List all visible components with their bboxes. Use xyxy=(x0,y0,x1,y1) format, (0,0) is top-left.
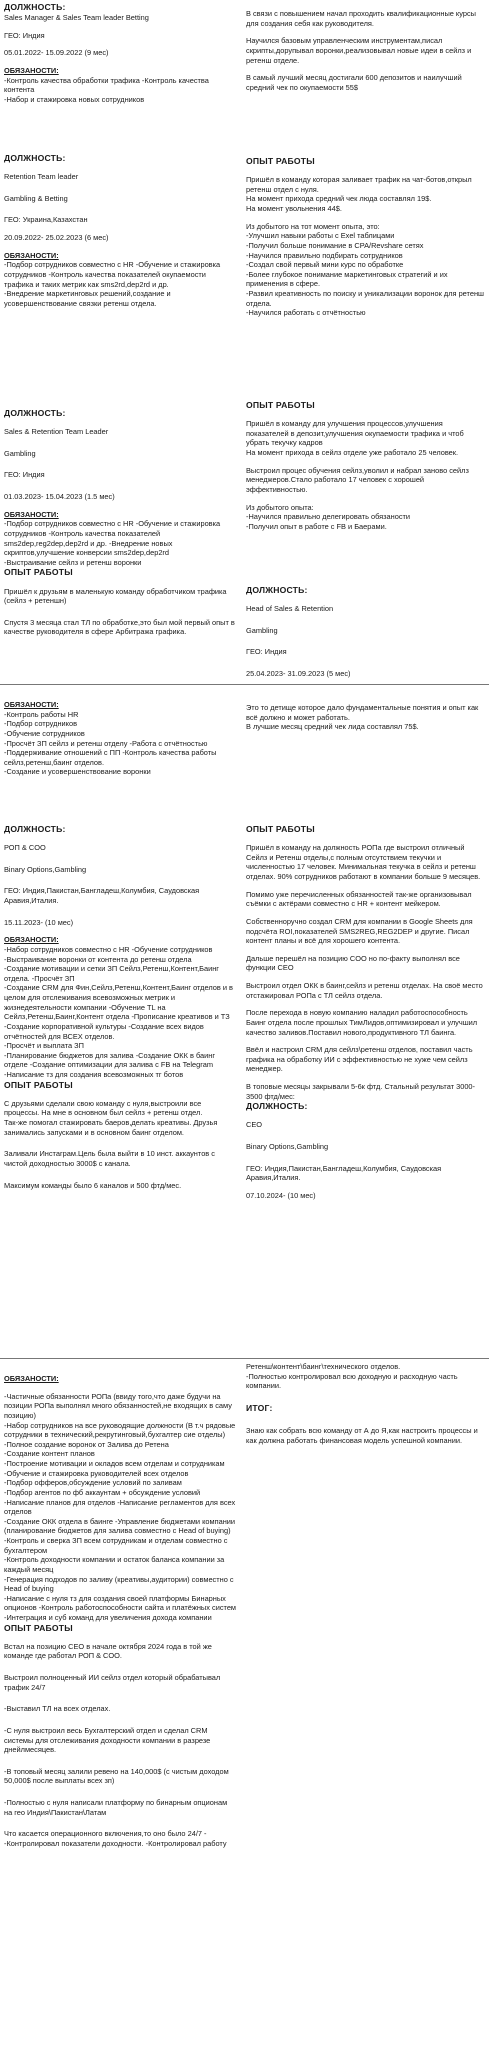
experience-text-7: Ввёл и настроил CRM для сейлз\ретенш отделов, поставил часть графика на обработку ИИ с эффективностью не хуже чем сейлз менеджер. xyxy=(246,1045,473,1074)
duties-heading: ОБЯЗАНОСТИ: xyxy=(4,935,59,945)
experience-text-6: -Полностью с нуля написали платформу по бинарным опционам на гео Индия\Пакистан\Латам xyxy=(4,1798,228,1817)
duties-heading: ОБЯЗАНОСТИ: xyxy=(4,1374,59,1383)
intro-text: В связи с повышением начал проходить квалификационные курсы для создания себя как руководителя. xyxy=(246,9,476,28)
position-heading: ДОЛЖНОСТЬ: xyxy=(4,2,66,12)
experience-text-7: Что касается операционного включения,то оно было 24/7 - -Контролировал показатели доходности. -Контролировал работу xyxy=(4,1829,227,1848)
duties-text: -Подбор сотрудников совместно с HR -Обучение и стажировка сотрудников -Контроль качества показателей окупаемости трафика и таких метрик как sms2rd,dep2rd и др. -Внедрение маркетинговых решений,создание и усовершенствование связки ретенш отдела. xyxy=(4,260,221,308)
page-divider-2 xyxy=(0,1358,489,1359)
duties-text: -Подбор сотрудников совместно с HR -Обучение и стажировка сотрудников -Контроль качества показателей sms2dep,reg2dep,dep2rd и др. -Внедрение новых скриптов,улучшение конверсии sms2dep,dep2rd -Выстраивание сейлз и ретенш воронки xyxy=(4,519,221,567)
summary-heading: ИТОГ: xyxy=(246,1402,273,1413)
section-1-right xyxy=(246,9,484,92)
section-7-right xyxy=(246,1362,484,1445)
experience-text: Пришёл в команду для улучшения процессов,улучшения показателей в депозит,улучшения окупаемости трафика и чтоб убрать текучку кадров На момент прихода в сейлз отделе уже работало 25 человек. xyxy=(246,419,464,458)
experience-text-4: Дальше перешёл на позицию COO но по-факту выполнял все функции CEO xyxy=(246,953,460,973)
geo-text: ГЕО: Индия xyxy=(4,30,45,40)
experience-text-6: После перехода в новую компанию наладил работоспособность Баинг отдела после прошлых ТимЛидов,оптимизировал и улучшил качество заливов.Поставил нового,продуктивного ТЛ баинга. xyxy=(246,1008,478,1037)
position-name: Sales & Retention Team Leader xyxy=(4,427,109,437)
experience-text-2: Спустя 3 месяца стал ТЛ по обработке,это был мой первый опыт в качестве руководителя в сфере Арбитража графика. xyxy=(4,617,235,637)
experience-text-3: Собственноручно создал CRM для компании в Google Sheets для подсчёта ROI,показателей SMS2REG,REG2DEP и другие. Писал контент планы и всё для хорошего контента. xyxy=(246,916,473,946)
summary-text: Это то детище которое дало фундаментальные понятия и опыт как всё должно и может работать. В лучшие месяц средний чек лида составлял 75$. xyxy=(246,703,479,732)
dates-text: 20.09.2022- 25.02.2023 (6 мес) xyxy=(4,233,109,243)
section-3-right xyxy=(246,400,484,531)
experience-text: Пришёл в команду которая заливает трафик на чат-ботов,открыл ретенш отдел с нуля. На момент прихода средний чек люда составлял 19$. На момент увольнения 44$. xyxy=(246,175,472,214)
experience-text-5: Выстроил отдел ОКК в баинг,сейлз и ретенш отделах. На своё место отстажировал РОПа с ТЛ сейлз отдела. xyxy=(246,981,483,1000)
section-4-right xyxy=(246,585,484,679)
vertical-text-ceo: Binary Options,Gambling xyxy=(246,1142,329,1152)
position-name: Head of Sales & Retention xyxy=(246,604,334,614)
duties-text: -Частичные обязанности РОПа (ввиду того,что даже будучи на позиции РОПа выполнял много обязанностей,не входящих в саму позицию) -Набор сотрудников на все руководящие должности (В т.ч рядовые сотрудники в технический,рекрутинговый,бухгалтер сие отделы) -Полное создание воронок от Залива до Ретена -Создание контент планов -Построение мотивации и окладов всем отделам и сотрудникам -Обучение и стажировка руководителей всех отделов -Подбор офферов,обсуждение условий по заливам -Подбор агентов по фб аккаунтам + обсуждение условий -Написание планов для отделов -Написание регламентов для всех отделов -Создание ОКК отдела в баинге -Управление бюджетами компании (планирование бюджетов для залива совместно с Head of buying) -Контроль и сверка ЗП всем сотрудникам и отделам совместно с бухгалтером -Контроль доходности компании и остаток баланса компании за каждый месяц -Генерация подходов по заливу (креативы,аудитории) совместно с Head of buying -Написание с нуля тз для создания своей платформы Бинарных опционов -Контроль работоспособности сайта и платёжных систем -Интеграция и суб команд для увеличения дохода компании xyxy=(4,1391,236,1622)
experience-text-2: Помимо уже перечисленных обязанностей так-же организовывал съёмки с актёрами совместно с HR + контент мейкером. xyxy=(246,889,472,909)
geo-text-ceo: ГЕО: Индия,Пакистан,Бангладеш,Колумбия, Саудовская Аравия,Италия. xyxy=(246,1163,442,1183)
experience-heading: ОПЫТ РАБОТЫ xyxy=(4,567,73,578)
geo-text: ГЕО: Индия xyxy=(246,647,287,657)
vertical-text: Gambling xyxy=(4,448,36,458)
experience-heading: ОПЫТ РАБОТЫ xyxy=(4,1622,73,1633)
experience-heading: ОПЫТ РАБОТЫ xyxy=(4,1079,73,1090)
experience-heading: ОПЫТ РАБОТЫ xyxy=(246,824,315,834)
geo-text: ГЕО: Украина,Казахстан xyxy=(4,215,88,225)
section-2-left xyxy=(4,153,236,308)
section-6-right xyxy=(246,824,484,1201)
duties-heading: ОБЯЗАНОСТИ: xyxy=(4,700,59,709)
section-2-right xyxy=(246,156,484,318)
position-name: Retention Team leader xyxy=(4,172,79,182)
experience-heading: ОПЫТ РАБОТЫ xyxy=(246,156,315,166)
duties-heading: ОБЯЗАНОСТИ: xyxy=(4,66,59,76)
duties-heading: ОБЯЗАНОСТИ: xyxy=(4,509,59,519)
position-heading: ДОЛЖНОСТЬ: xyxy=(4,408,66,418)
dates-text: 01.03.2023- 15.04.2023 (1.5 мес) xyxy=(4,492,115,502)
experience-text-5: -В топовый месяц залили ревено на 140,000$ (с чистым доходом 50,000$ после выплаты всех зп) xyxy=(4,1766,229,1786)
experience-text: Пришёл к друзьям в маленькую команду обработчиком трафика (сейлз + ретеншн) xyxy=(4,586,227,606)
vertical-text: Gambling & Betting xyxy=(4,193,68,203)
position-name-ceo: CEO xyxy=(246,1120,263,1130)
duties-text: -Контроль работы HR -Подбор сотрудников -Обучение сотрудников -Просчёт ЗП сейлз и ретенш отделу -Работа с отчётностью -Поддерживание отношений с ПП -Контроль качества работы сейлз,ретенш,баинг отделов. -Создание и усовершенствование воронки xyxy=(4,709,217,777)
geo-text: ГЕО: Индия xyxy=(4,470,45,480)
experience-text: С друзьями сделали свою команду с нуля,выстроили все процессы. На мне в основном был сейлз + ретенш отдел. Так-же помогал стажировать баеров,делать креативы. Друзья занимались запусками и в основном баинг отделом. xyxy=(4,1098,218,1137)
section-1-left xyxy=(4,2,236,105)
experience-text: Встал на позицию CEO в начале октября 2024 года в той же команде где работал РОП & COO. xyxy=(4,1641,212,1661)
section-5-left xyxy=(4,700,236,777)
experience-text-3: -Выставил ТЛ на всех отделах. xyxy=(4,1704,111,1714)
experience-text-2: Заливали Инстаграм.Цель была выйти в 10 инст. аккаунтов с чистой доходностью 3000$ с канала. xyxy=(4,1149,215,1168)
section-7-left xyxy=(4,1374,236,1849)
experience-text-2: Выстроил полноценный ИИ сейлз отдел который обрабатывал трафик 24/7 xyxy=(4,1673,221,1692)
experience-text-2: Выстроил процес обучения сейлз,уволил и набрал заново сейлз менеджеров.Стало работало 17 человек с хорошей эффективностью. xyxy=(246,465,469,494)
dates-text-ceo: 07.10.2024- (10 мес) xyxy=(246,1190,316,1200)
section-5-right xyxy=(246,703,484,732)
duties-text: -Набор сотрудников совместно с HR -Обучение сотрудников -Выстраивание воронки от контента до ретенш отдела -Создание мотивации и сетки ЗП Сейлз,Ретенш,Контент,Баинг отдела. -Просчёт ЗП -Создание CRM для Фин,Сейлз,Ретенш,Контент,Баинг отделов и в целом для отслеживания всевозможных метрик и жизнедеятельности компании -Обучение TL на Сейлз,Ретенш,Баинг,Контент отдела -Прописание креативов и ТЗ -Создание корпоративной культуры -Создание всех видов отчётностей для ВСЕХ отделов. -Просчёт и выплата ЗП -Планирование бюджетов для залива -Создание ОКК в баинг отделе -Создание оптимизации для залива с FB на Telegram -Написание тз для создания всевозможных тг ботов xyxy=(4,944,233,1080)
vertical-text: Gambling xyxy=(246,625,278,635)
skills-text: Научился базовым управленческим инструментам,писал скрипты,дорупывал воронки,реализовывал новые идеи в сейлз и ретенш отделе. xyxy=(246,36,472,65)
dates-text: 15.11.2023- (10 мес) xyxy=(4,917,74,927)
position-heading: ДОЛЖНОСТЬ: xyxy=(4,153,66,163)
position-name: Sales Manager & Sales Team leader Betting xyxy=(4,13,149,23)
summary-text: Знаю как собрать всю команду от А до Я,как настроить процессы и как должна работать финансовая модель успешной компании. xyxy=(246,1426,478,1445)
section-3-left xyxy=(4,408,236,637)
experience-text-4: -С нуля выстроил весь Бухгалтерский отдел и сделал CRM системы для отслеживания доходности компании в разрезе днейлмесяцев. xyxy=(4,1725,211,1755)
position-heading: ДОЛЖНОСТЬ: xyxy=(4,824,66,834)
experience-text-3: Максимум команды было 6 каналов и 500 фтд/мес. xyxy=(4,1180,182,1190)
dates-text: 05.01.2022- 15.09.2022 (9 мес) xyxy=(4,48,109,58)
results-text: В самый лучший месяц достигали 600 депозитов и наилучший средний чек по окупаемости 55$ xyxy=(246,73,462,92)
duties-text: -Контроль качества обработки трафика -Контроль качества контента -Набор и стажировка новых сотрудников xyxy=(4,75,209,104)
experience-text: Пришёл в команду на должность РОПа где выстроил отличный Сейлз и Ретенш отделы,с полным отсутствием текучки и численностью 17 человек. Минимальная текучка в сейлз и ретенш отделах. 90% сотрудников работают в компании больше 9 месяцев. xyxy=(246,843,481,882)
dates-text: 25.04.2023- 31.09.2023 (5 мес) xyxy=(246,669,351,679)
page-divider xyxy=(0,684,489,685)
duties-heading: ОБЯЗАНОСТИ: xyxy=(4,250,59,260)
position-heading-ceo: ДОЛЖНОСТЬ: xyxy=(246,1101,308,1112)
experience-heading: ОПЫТ РАБОТЫ xyxy=(246,400,315,410)
vertical-text: Binary Options,Gambling xyxy=(4,864,87,874)
position-heading: ДОЛЖНОСТЬ: xyxy=(246,585,308,595)
continued-text: Ретенш\контент\баинг\технического отделов. -Полностью контролировал всю доходную и расходную часть компании. xyxy=(246,1362,458,1391)
geo-text: ГЕО: Индия,Пакистан,Бангладеш,Колумбия, Саудовская Аравия,Италия. xyxy=(4,886,200,906)
experience-text-8: В топовые месяцы закрывали 5-6к фтд. Стальный результат 3000-3500 фтд/мес: xyxy=(246,1082,476,1101)
gained-experience-text: Из добытого опыта: -Научился правильно делегировать обязаности -Получил опыт в работе с FB и Баерами. xyxy=(246,502,411,531)
position-name: РОП & COO xyxy=(4,843,46,853)
section-6-left xyxy=(4,824,236,1190)
gained-experience-text: Из добытого на тот момент опыта, это: -Улучшил навыки работы с Exel таблицами -Получил больше понимание в CPA/Revshare сетях -Научился правильно подбирать сотрудников -Создал свой первый мини курс по обработке -Более глубокое понимание маркетинговых стратегий и их применения в сфере. -Развил креативность по поиску и уникализации воронок для ретенш отдела. -Научился работать с отчётностью xyxy=(246,221,484,318)
